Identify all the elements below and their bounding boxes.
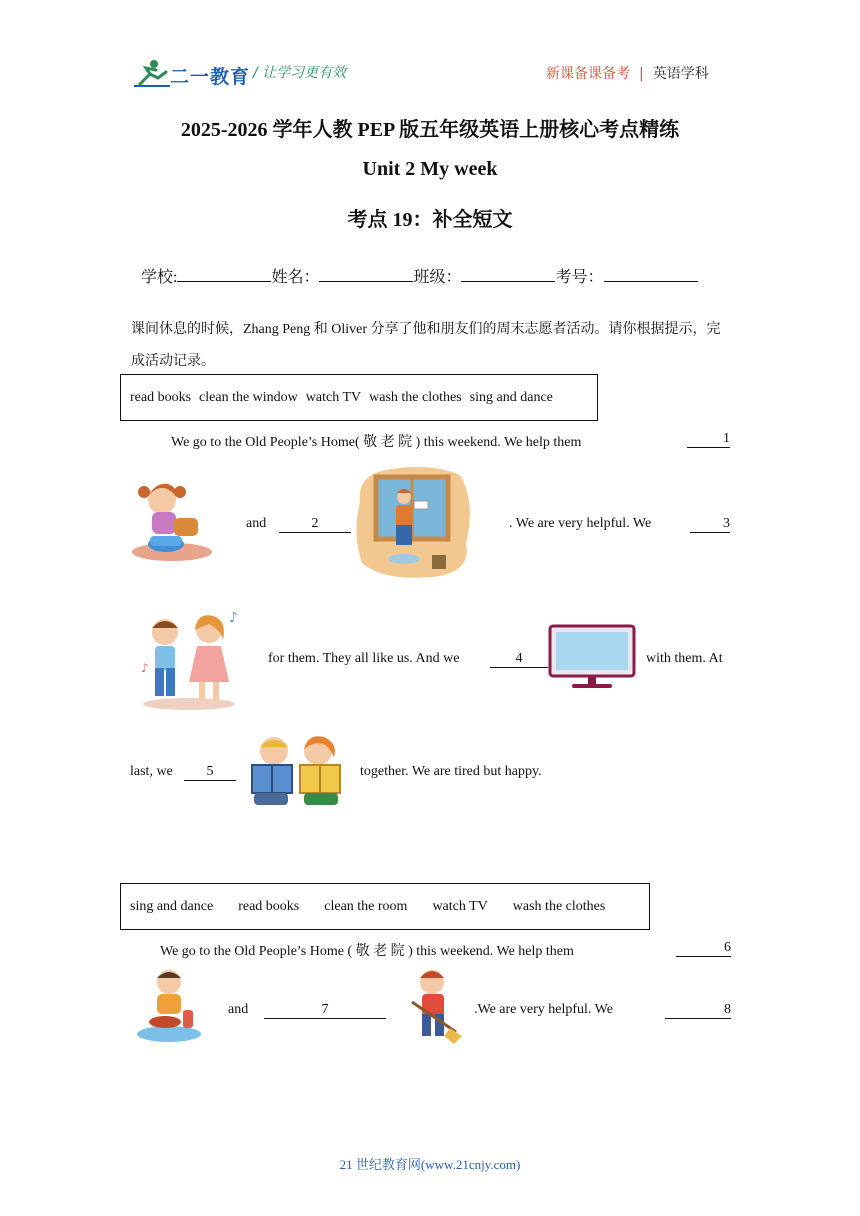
blank-4[interactable]: 4 — [490, 651, 548, 668]
passage2-line1: We go to the Old People’s Home ( 敬 老 院 ) this weekend. We help them — [160, 944, 574, 959]
passage1-and: and — [246, 516, 267, 531]
class-blank[interactable] — [461, 267, 555, 282]
name-label: 姓名： — [271, 269, 320, 286]
header-separator: | — [639, 66, 644, 82]
svg-text:♪: ♪ — [141, 661, 149, 675]
passage1-together: together. We are tired but happy. — [360, 764, 542, 779]
word-bank-item: read books — [130, 389, 192, 405]
passage1-helpful: . We are very helpful. We — [509, 516, 652, 531]
blank-1[interactable]: 1 — [687, 431, 730, 448]
word-bank-2 — [120, 883, 650, 930]
kids-reading-books-picture — [244, 733, 348, 809]
blank-3[interactable]: 3 — [690, 516, 730, 533]
topic-title: 考点 19：补全短文 — [347, 209, 513, 231]
tv-picture — [548, 624, 636, 692]
runner-logo-icon — [132, 58, 172, 88]
header-right — [546, 63, 709, 83]
passage2-and: and — [228, 1002, 249, 1017]
school-blank[interactable] — [177, 267, 271, 282]
word-bank-item: wash the clothes — [369, 389, 462, 405]
footer: 21 世纪教育网(www.21cnjy.com) — [339, 1157, 521, 1172]
word-bank-item: watch TV — [305, 389, 362, 405]
svg-text:♪: ♪ — [229, 610, 238, 626]
number-label: 考号： — [555, 269, 604, 286]
logo-text: 二一教育 — [170, 66, 251, 88]
word-bank-1 — [120, 374, 598, 421]
name-blank[interactable] — [319, 267, 413, 282]
passage2-helpful: .We are very helpful. We — [474, 1002, 613, 1017]
passage1-with-them: with them. At — [646, 651, 723, 666]
word-bank-item: sing and dance — [469, 389, 553, 405]
word-bank-item: read books — [238, 898, 300, 914]
kids-singing-dancing-picture — [137, 610, 241, 712]
passage1-line1: We go to the Old People’s Home( 敬 老 院 ) this weekend. We help them — [171, 435, 582, 450]
word-bank-item: clean the room — [324, 898, 408, 914]
passage1-for-them: for them. They all like us. And we — [268, 651, 460, 666]
boy-cleaning-room-picture — [404, 966, 464, 1048]
girl-washing-clothes-picture-2 — [135, 966, 203, 1046]
page-title: 2025-2026 学年人教 PEP 版五年级英语上册核心考点精练 — [180, 119, 680, 141]
word-bank-item: clean the window — [199, 389, 298, 405]
header-subject: 英语学科 — [652, 66, 709, 82]
blank-7[interactable]: 7 — [264, 1002, 386, 1019]
boy-cleaning-window-picture — [352, 463, 476, 583]
class-label: 班级： — [413, 269, 462, 286]
instructions: 课间休息的时候，Zhang Peng 和 Oliver 分享了他和朋友们的周末志愿者活动。请你根据提示，完成活动记录。 — [131, 322, 721, 369]
girl-washing-clothes-picture — [128, 478, 216, 564]
blank-8[interactable]: 8 — [665, 1002, 731, 1019]
blank-6[interactable]: 6 — [676, 940, 731, 957]
word-bank-item: sing and dance — [130, 898, 214, 914]
number-blank[interactable] — [604, 267, 698, 282]
unit-title: Unit 2 My week — [362, 158, 498, 180]
blank-2[interactable]: 2 — [279, 516, 351, 533]
blank-5[interactable]: 5 — [184, 764, 236, 781]
slogan: / 让学习更有效 — [253, 65, 347, 81]
header-course-label: 新课备课备考 — [546, 66, 630, 82]
school-label: 学校: — [141, 269, 178, 286]
student-info-row — [141, 264, 698, 287]
passage1-last-we: last, we — [130, 764, 173, 779]
word-bank-item: wash the clothes — [512, 898, 606, 914]
word-bank-item: watch TV — [432, 898, 488, 914]
